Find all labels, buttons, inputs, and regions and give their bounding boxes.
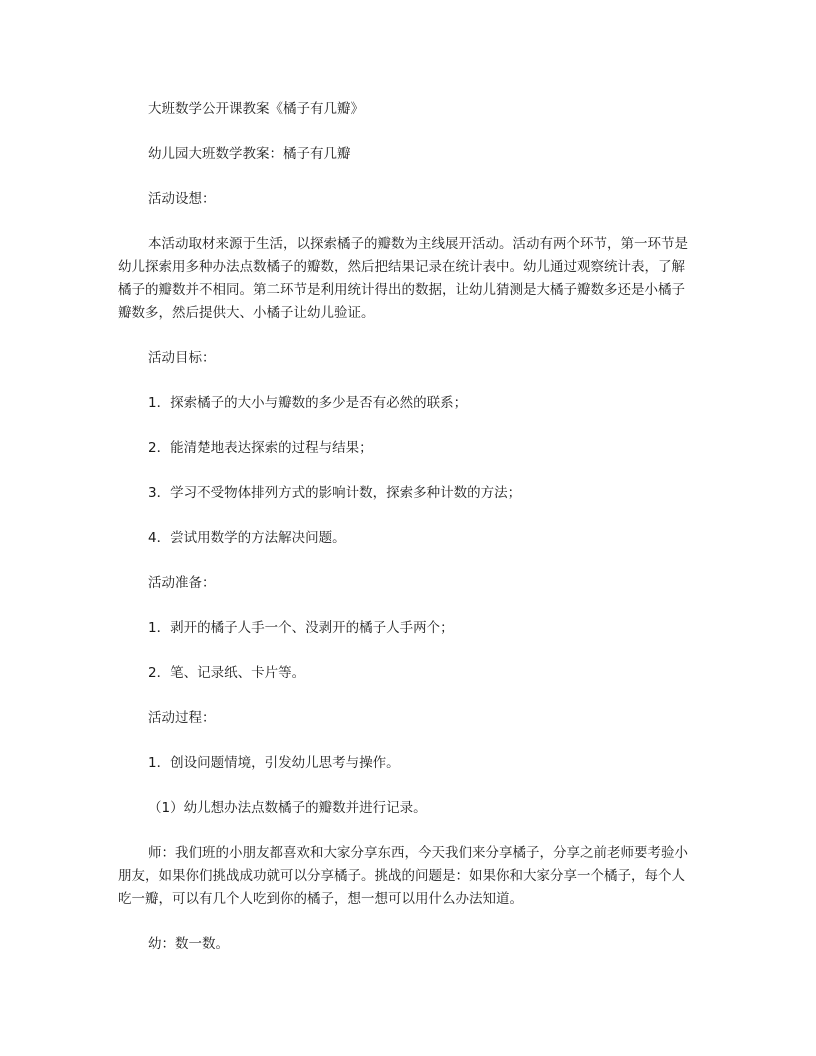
document-subtitle: 幼儿园大班数学教案：橘子有几瓣	[148, 146, 351, 162]
prep-item: 2．笔、记录纸、卡片等。	[148, 665, 306, 681]
document-body	[118, 98, 698, 978]
section-heading-goals: 活动目标：	[148, 350, 216, 366]
section-heading-idea: 活动设想：	[148, 191, 216, 207]
process-substep: （1）幼儿想办法点数橘子的瓣数并进行记录。	[148, 800, 427, 816]
section-idea-body: 本活动取材来源于生活，以探索橘子的瓣数为主线展开活动。活动有两个环节，第一环节是幼儿探索用多种办法点数橘子的瓣数，然后把结果记录在统计表中。幼儿通过观察统计表，了解橘子的瓣数并不相同。第二环节是利用统计得出的数据，让幼儿猜测是大橘子瓣数多还是小橘子瓣数多，然后提供大、小橘子让幼儿验证。	[118, 236, 688, 321]
goal-item: 2．能清楚地表达探索的过程与结果；	[148, 440, 373, 456]
teacher-dialogue: 师：我们班的小朋友都喜欢和大家分享东西，今天我们来分享橘子，分享之前老师要考验小朋友，如果你们挑战成功就可以分享橘子。挑战的问题是：如果你和大家分享一个橘子，每个人吃一瓣，可以有几个人吃到你的橘子，想一想可以用什么办法知道。	[118, 845, 688, 907]
child-dialogue: 幼：数一数。	[148, 936, 229, 952]
document-title: 大班数学公开课教案《橘子有几瓣》	[148, 101, 364, 117]
goal-item: 3．学习不受物体排列方式的影响计数，探索多种计数的方法；	[148, 485, 522, 501]
section-heading-process: 活动过程：	[148, 710, 216, 726]
goal-item: 1．探索橘子的大小与瓣数的多少是否有必然的联系；	[148, 395, 468, 411]
process-step: 1．创设问题情境，引发幼儿思考与操作。	[148, 755, 400, 771]
goal-item: 4．尝试用数学的方法解决问题。	[148, 530, 346, 546]
section-heading-prep: 活动准备：	[148, 575, 216, 591]
prep-item: 1．剥开的橘子人手一个、没剥开的橘子人手两个；	[148, 620, 454, 636]
